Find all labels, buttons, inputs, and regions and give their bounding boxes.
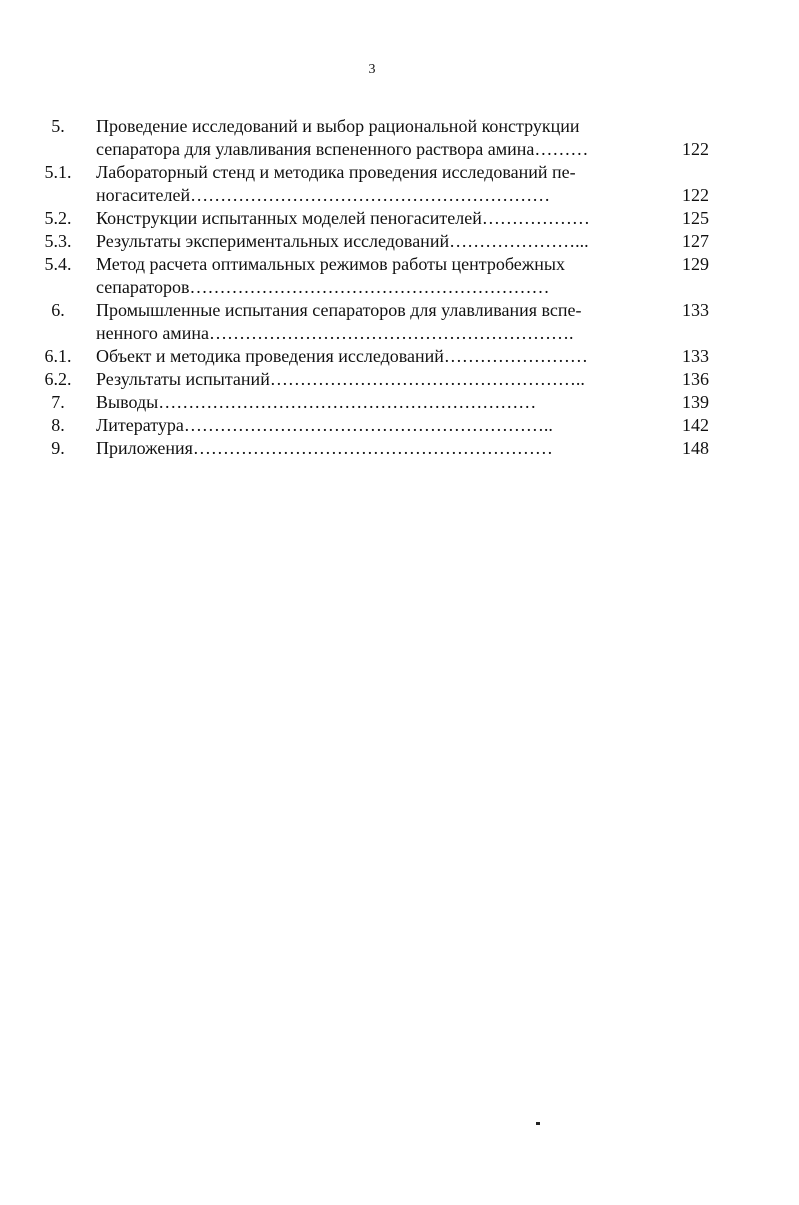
toc-entry-title-line: сепаратора для улавливания вспененного раствора амина……… [96,139,589,159]
toc-entry-number: 6. [51,300,65,320]
toc-entry-title-line: Результаты экспериментальных исследований…………………... [96,231,589,251]
toc-entry [0,253,799,299]
toc-entry-title [96,414,656,437]
toc-entry [0,207,799,230]
toc-entry-title-line: Выводы……………………………………………………… [96,392,537,412]
toc-entry-title [96,391,656,414]
toc-entry-page: 148 [682,438,709,458]
toc-entry-number: 8. [51,415,65,435]
toc-entry-title [96,230,656,253]
toc-entry-page: 125 [682,208,709,228]
toc-entry-title-line: Литература…………………………………………………….. [96,415,553,435]
toc-entry-title-line: Конструкции испытанных моделей пеногасителей……………… [96,208,590,228]
toc-entry-number: 5.4. [44,254,72,274]
toc-entry-page: 129 [682,254,709,274]
toc-entry-title-line: Промышленные испытания сепараторов для улавливания вспе- [96,300,582,320]
toc-entry-title-line: Проведение исследований и выбор рациональной конструкции [96,116,580,136]
toc-entry-number: 6.1. [44,346,72,366]
toc-entry-number: 5.2. [44,208,72,228]
toc-entry-page: 133 [682,300,709,320]
table-of-contents [0,115,799,460]
toc-entry-title-line: Лабораторный стенд и методика проведения исследований пе- [96,162,576,182]
toc-entry-title [96,115,656,161]
toc-entry [0,161,799,207]
toc-entry-page: 139 [682,392,709,412]
toc-entry-title-line: ненного амина……………………………………………………. [96,323,574,343]
page-number: 3 [368,62,376,77]
toc-entry [0,391,799,414]
toc-entry-title [96,207,656,230]
toc-entry [0,299,799,345]
toc-entry [0,230,799,253]
toc-entry-title [96,368,656,391]
toc-entry-title-line: Объект и методика проведения исследований…………………… [96,346,588,366]
toc-entry-title [96,345,656,368]
toc-entry [0,115,799,161]
toc-entry-title-line: ногасителей…………………………………………………… [96,185,551,205]
toc-entry-number: 5. [51,116,65,136]
toc-entry-title [96,437,656,460]
toc-entry-number: 9. [51,438,65,458]
toc-entry-page: 127 [682,231,709,251]
toc-entry [0,437,799,460]
scan-speck [536,1122,540,1125]
toc-entry-title-line: сепараторов…………………………………………………… [96,277,550,297]
toc-entry [0,345,799,368]
toc-entry-number: 6.2. [44,369,72,389]
toc-entry-title-line: Результаты испытаний…………………………………………….. [96,369,585,389]
toc-entry-page: 122 [682,185,709,205]
toc-entry [0,414,799,437]
toc-entry-page: 133 [682,346,709,366]
toc-entry-number: 7. [51,392,65,412]
toc-entry-number: 5.3. [44,231,72,251]
toc-entry [0,368,799,391]
toc-entry-title-line: Метод расчета оптимальных режимов работы центробежных [96,254,565,274]
toc-entry-title [96,161,656,207]
toc-entry-title-line: Приложения…………………………………………………… [96,438,553,458]
toc-entry-number: 5.1. [44,162,72,182]
toc-entry-title [96,299,656,345]
toc-entry-page: 136 [682,369,709,389]
toc-entry-page: 122 [682,139,709,159]
toc-entry-title [96,253,656,299]
toc-entry-page: 142 [682,415,709,435]
